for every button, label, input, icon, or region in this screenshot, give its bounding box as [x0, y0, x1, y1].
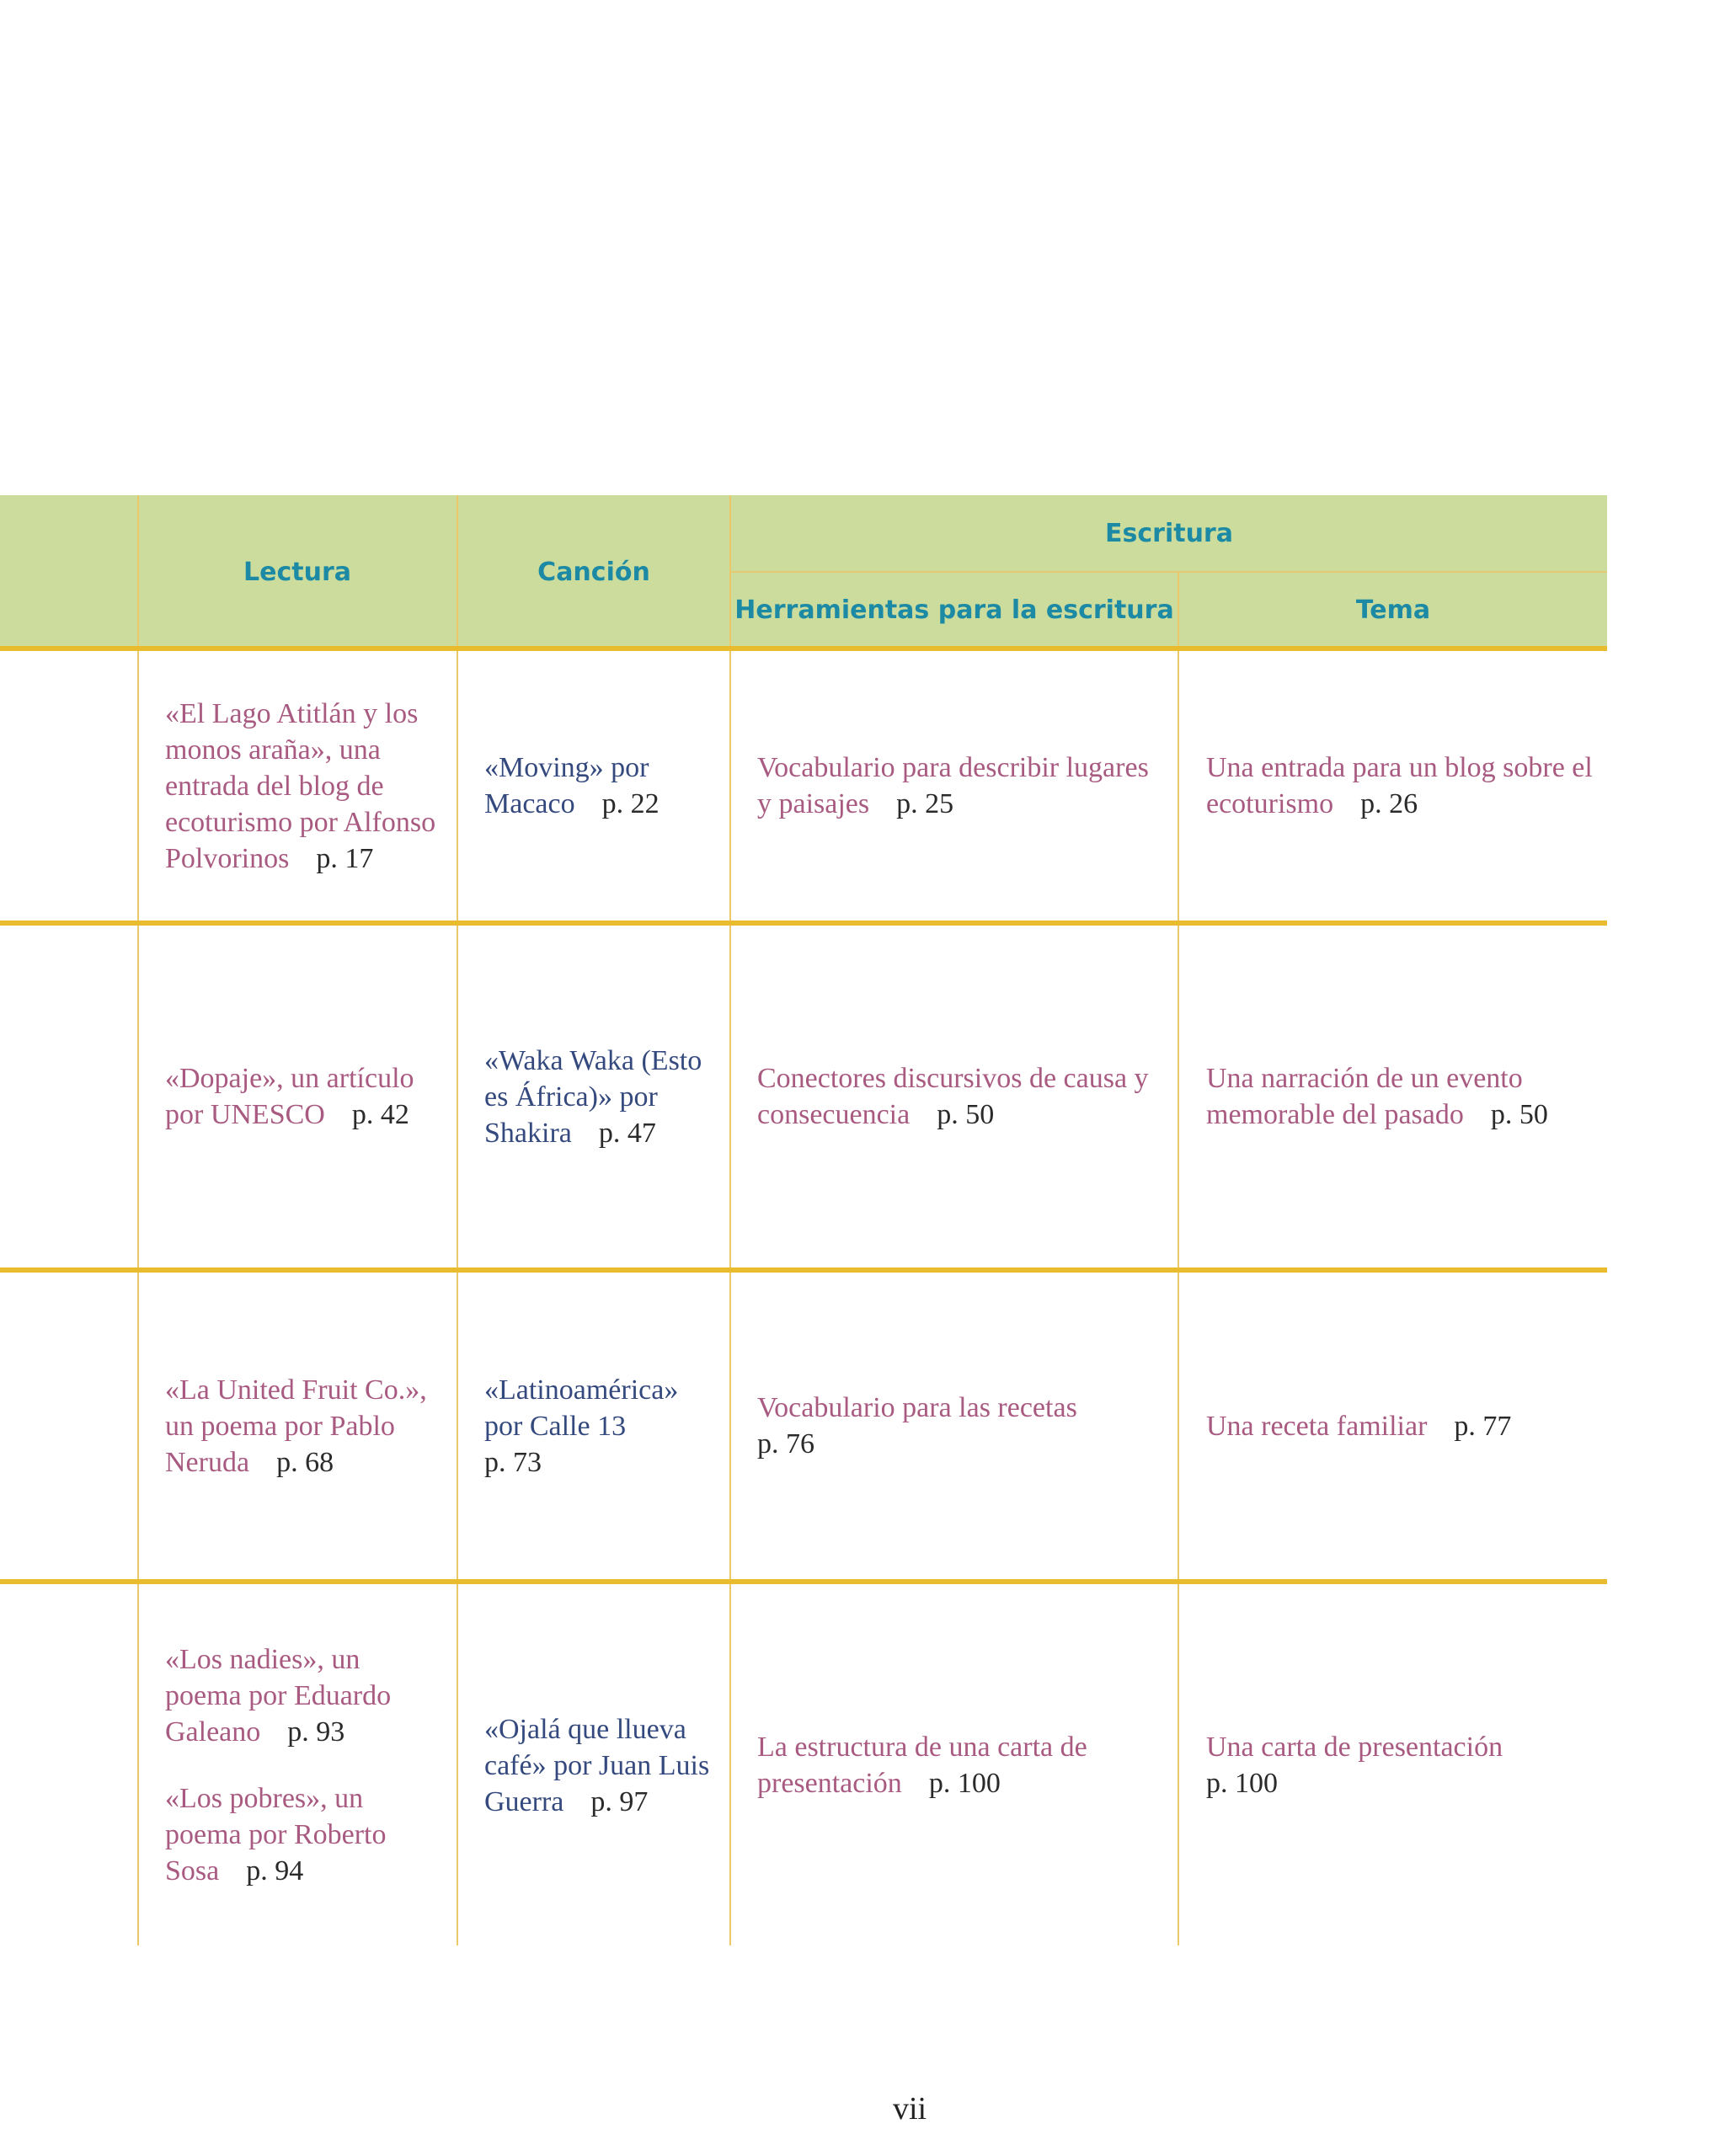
theme-entry: Una entrada para un blog sobre el ecoturismo p. 26: [1206, 752, 1593, 819]
header-lectura: Lectura: [243, 557, 351, 587]
column-divider: [1178, 573, 1179, 1945]
header-escritura: Escritura: [1105, 518, 1233, 548]
header-tema: Tema: [1355, 595, 1431, 625]
header-herramientas: Herramientas para la escritura: [734, 595, 1174, 625]
table-cell-herramientas: [757, 1584, 1170, 1946]
page-number: vii: [892, 2091, 927, 2127]
writing-tool-entry: La estructura de una carta de presentación p. 100: [757, 1732, 1087, 1799]
table-cell-cancion: [484, 1273, 720, 1579]
column-divider: [137, 495, 139, 1945]
column-divider: [729, 495, 731, 1945]
reading-entry: «Los nadies», un poema por Eduardo Galeano p. 93: [165, 1644, 392, 1748]
table-cell-herramientas: [757, 926, 1170, 1267]
song-entry: «Ojalá que llueva café» por Juan Luis Guerra p. 97: [484, 1713, 710, 1817]
writing-tool-entry: Vocabulario para las recetas p. 76: [757, 1392, 1077, 1460]
header-cancion: Canción: [537, 557, 650, 587]
table-cell-cancion: [484, 1584, 720, 1946]
table-cell-tema: [1206, 1584, 1602, 1946]
song-entry: «Waka Waka (Esto es África)» por Shakira p. 47: [484, 1044, 702, 1149]
reading-entry: «El Lago Atitlán y los monos araña», una entrada del blog de ecoturismo por Alfonso Polvorinos p. 17: [165, 697, 436, 874]
table-cell-lectura: [165, 651, 439, 921]
reading-entry: «Dopaje», un artículo por UNESCO p. 42: [165, 1063, 414, 1130]
column-divider: [457, 495, 458, 1945]
table-cell-cancion: [484, 651, 720, 921]
writing-tool-entry: Vocabulario para describir lugares y paisajes p. 25: [757, 752, 1149, 819]
table-cell-tema: [1206, 926, 1602, 1267]
reading-entry: «Los pobres», un poema por Roberto Sosa p. 94: [165, 1783, 387, 1886]
theme-entry: Una narración de un evento memorable del pasado p. 50: [1206, 1063, 1548, 1130]
table-cell-tema: [1206, 1273, 1602, 1579]
table-cell-herramientas: [757, 651, 1170, 921]
song-entry: «Moving» por Macaco p. 22: [484, 752, 660, 819]
song-entry: «Latinoamérica» por Calle 13 p. 73: [484, 1374, 679, 1478]
table-cell-lectura: [165, 1273, 439, 1579]
table-cell-lectura: [165, 926, 439, 1267]
theme-entry: Una receta familiar p. 77: [1206, 1410, 1512, 1442]
table-cell-tema: [1206, 651, 1602, 921]
table-cell-lectura: [165, 1584, 439, 1946]
table-cell-cancion: [484, 926, 720, 1267]
theme-entry: Una carta de presentación p. 100: [1206, 1732, 1503, 1799]
table-cell-herramientas: [757, 1273, 1170, 1579]
reading-entry: «La United Fruit Co.», un poema por Pablo Neruda p. 68: [165, 1374, 427, 1478]
writing-tool-entry: Conectores discursivos de causa y consecuencia p. 50: [757, 1063, 1149, 1130]
